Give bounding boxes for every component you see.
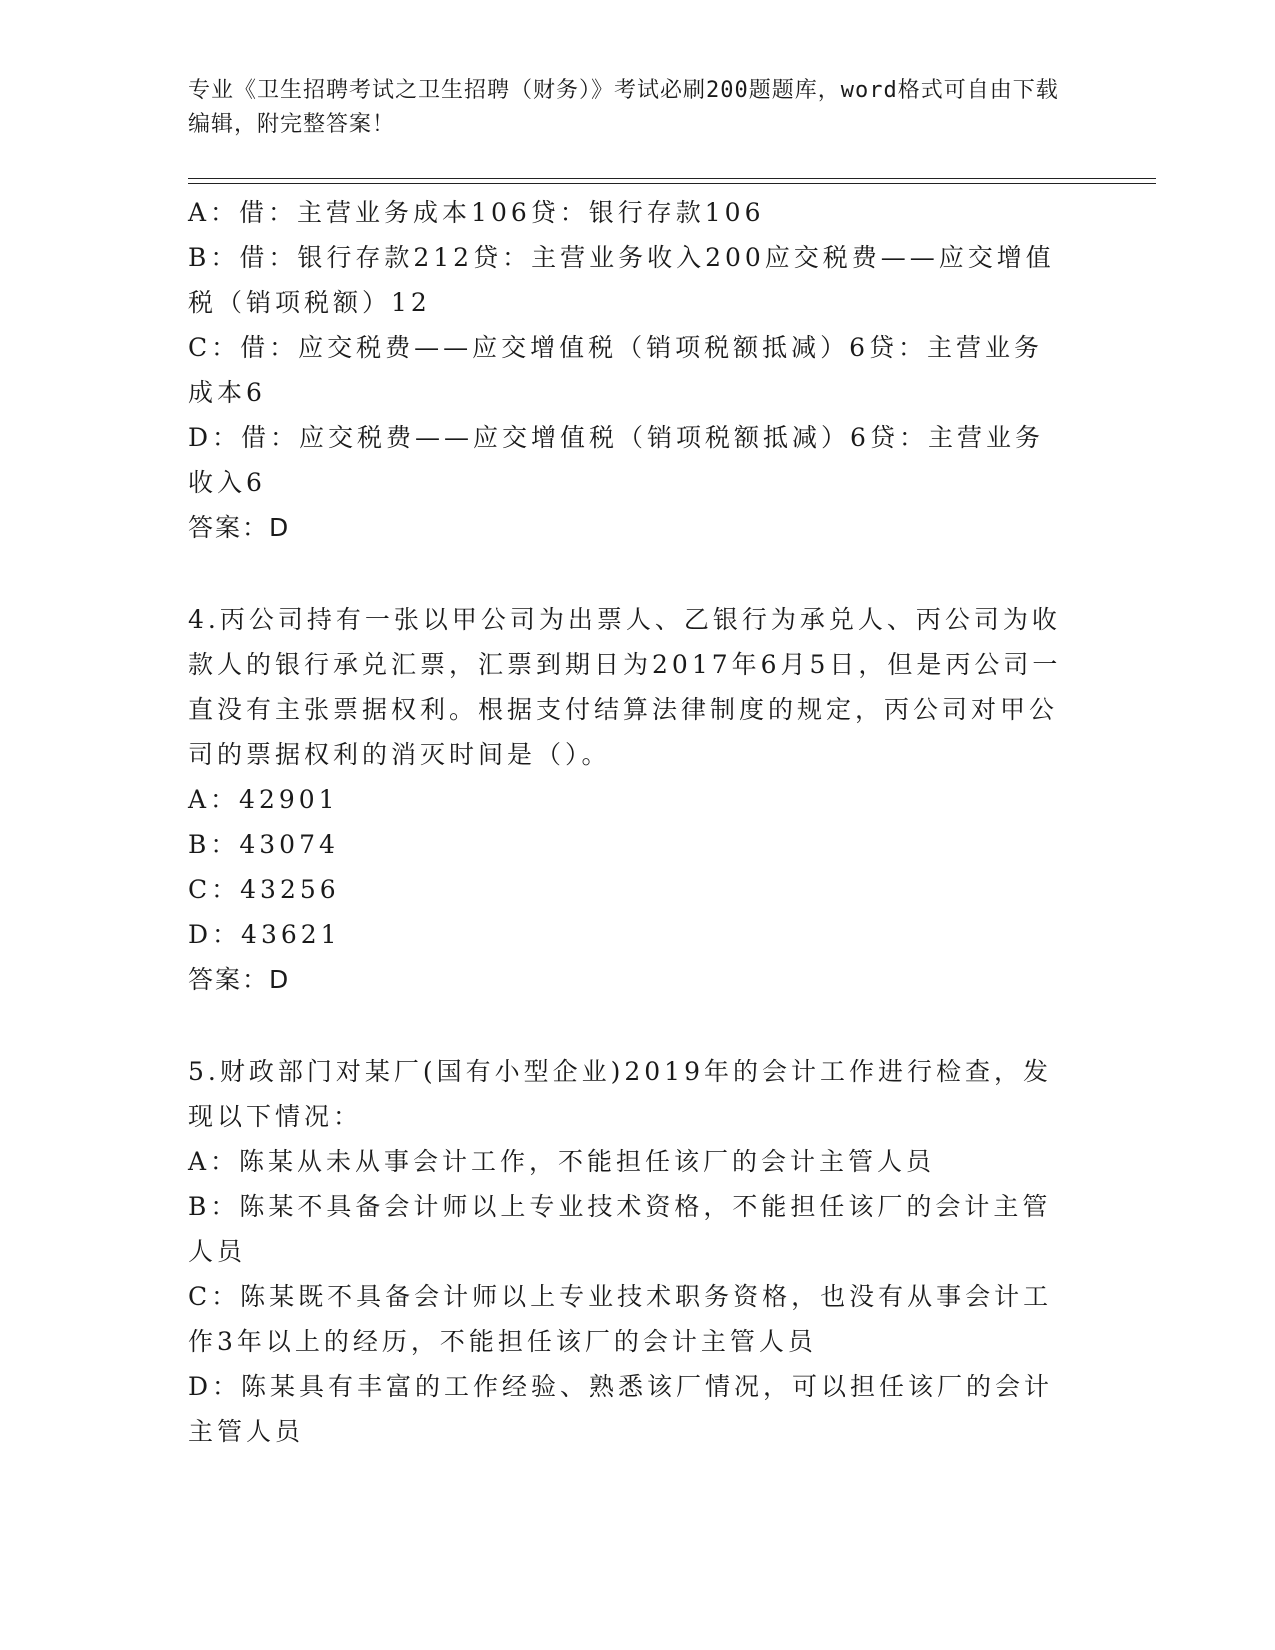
question-block-5 (188, 1049, 1068, 1454)
document-header: 专业《卫生招聘考试之卫生招聘（财务）》考试必刷200题题库，word格式可自由下载编辑，附完整答案！ (188, 78, 1059, 137)
question-block-3 (188, 190, 1068, 551)
answer-line: 答案：D (188, 513, 291, 542)
spacer (188, 551, 1068, 597)
option-a: A：陈某从未从事会计工作，不能担任该厂的会计主管人员 (188, 1147, 936, 1176)
option-d: D：43621 (188, 920, 341, 949)
option-b: B：43074 (188, 830, 339, 859)
header-divider-bottom (188, 183, 1156, 184)
option-c: C：陈某既不具备会计师以上专业技术职务资格，也没有从事会计工作3年以上的经历，不能担任该厂的会计主管人员 (188, 1282, 1053, 1356)
option-d: D：陈某具有丰富的工作经验、熟悉该厂情况，可以担任该厂的会计主管人员 (188, 1372, 1054, 1446)
option-a: A：借：主营业务成本106贷：银行存款106 (188, 198, 765, 227)
question-block-4 (188, 597, 1068, 1003)
option-c: C：43256 (188, 875, 340, 904)
question-stem: 4.丙公司持有一张以甲公司为出票人、乙银行为承兑人、丙公司为收款人的银行承兑汇票，汇票到期日为2017年6月5日，但是丙公司一直没有主张票据权利。根据支付结算法律制度的规定，丙公司对甲公司的票据权利的消灭时间是（）。 (188, 605, 1062, 769)
spacer (188, 1003, 1068, 1049)
option-b: B：陈某不具备会计师以上专业技术资格，不能担任该厂的会计主管人员 (188, 1192, 1052, 1266)
header-divider-top (188, 178, 1156, 179)
option-a: A：42901 (188, 785, 339, 814)
option-c: C：借：应交税费——应交增值税（销项税额抵减）6贷：主营业务成本6 (188, 333, 1044, 407)
question-stem: 5.财政部门对某厂(国有小型企业)2019年的会计工作进行检查，发现以下情况： (188, 1057, 1052, 1131)
option-b: B：借：银行存款212贷：主营业务收入200应交税费——应交增值税（销项税额）12 (188, 243, 1055, 317)
option-d: D：借：应交税费——应交增值税（销项税额抵减）6贷：主营业务收入6 (188, 423, 1044, 497)
document-body (188, 190, 1068, 1454)
answer-line: 答案：D (188, 965, 291, 994)
